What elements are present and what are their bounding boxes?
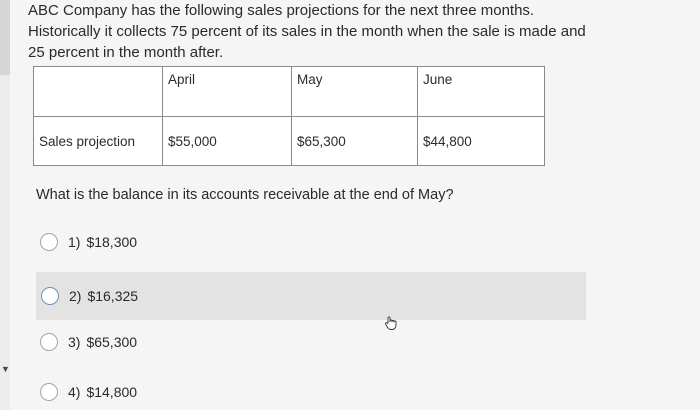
option-value: $65,300	[86, 334, 138, 350]
option-value: $14,800	[86, 384, 138, 400]
table-header-cell	[34, 67, 163, 117]
table-row	[34, 117, 545, 166]
radio-button[interactable]	[41, 287, 59, 305]
sales-projection-table	[33, 66, 545, 166]
answer-option-4[interactable]	[40, 368, 586, 410]
table-cell: $55,000	[163, 117, 292, 166]
caret-down-icon[interactable]: ▼	[1, 364, 10, 374]
question-line: Historically it collects 75 percent of its sales in the month when the sale is made and	[28, 23, 586, 40]
radio-button[interactable]	[40, 333, 58, 351]
table-header-cell	[418, 67, 545, 117]
table-header-row	[34, 67, 545, 117]
radio-button[interactable]	[40, 383, 58, 401]
header-june: June	[423, 72, 453, 87]
answer-option-2[interactable]	[36, 272, 586, 320]
scrollbar-thumb[interactable]	[0, 0, 10, 75]
option-number: 3)	[68, 334, 81, 350]
table-header-cell	[163, 67, 292, 117]
table-cell: $44,800	[418, 117, 545, 166]
question-line: 25 percent in the month after.	[28, 44, 224, 61]
option-value: $16,325	[87, 288, 139, 304]
question-text	[28, 0, 688, 63]
header-april: April	[168, 72, 196, 87]
left-scrollbar[interactable]	[0, 0, 10, 410]
answer-option-1[interactable]	[40, 218, 586, 266]
row-label-cell: Sales projection	[34, 117, 163, 166]
option-number: 2)	[69, 288, 82, 304]
table-cell: $65,300	[292, 117, 418, 166]
option-number: 1)	[68, 234, 81, 250]
radio-button[interactable]	[40, 233, 58, 251]
option-number: 4)	[68, 384, 81, 400]
table-header-cell	[292, 67, 418, 117]
prompt-text: What is the balance in its accounts receivable at the end of May?	[36, 187, 454, 203]
option-value: $18,300	[86, 234, 138, 250]
hand-pointer-icon	[383, 315, 399, 331]
header-may: May	[297, 72, 323, 87]
question-line: ABC Company has the following sales projections for the next three months.	[28, 2, 535, 19]
answer-option-3[interactable]	[40, 318, 586, 366]
